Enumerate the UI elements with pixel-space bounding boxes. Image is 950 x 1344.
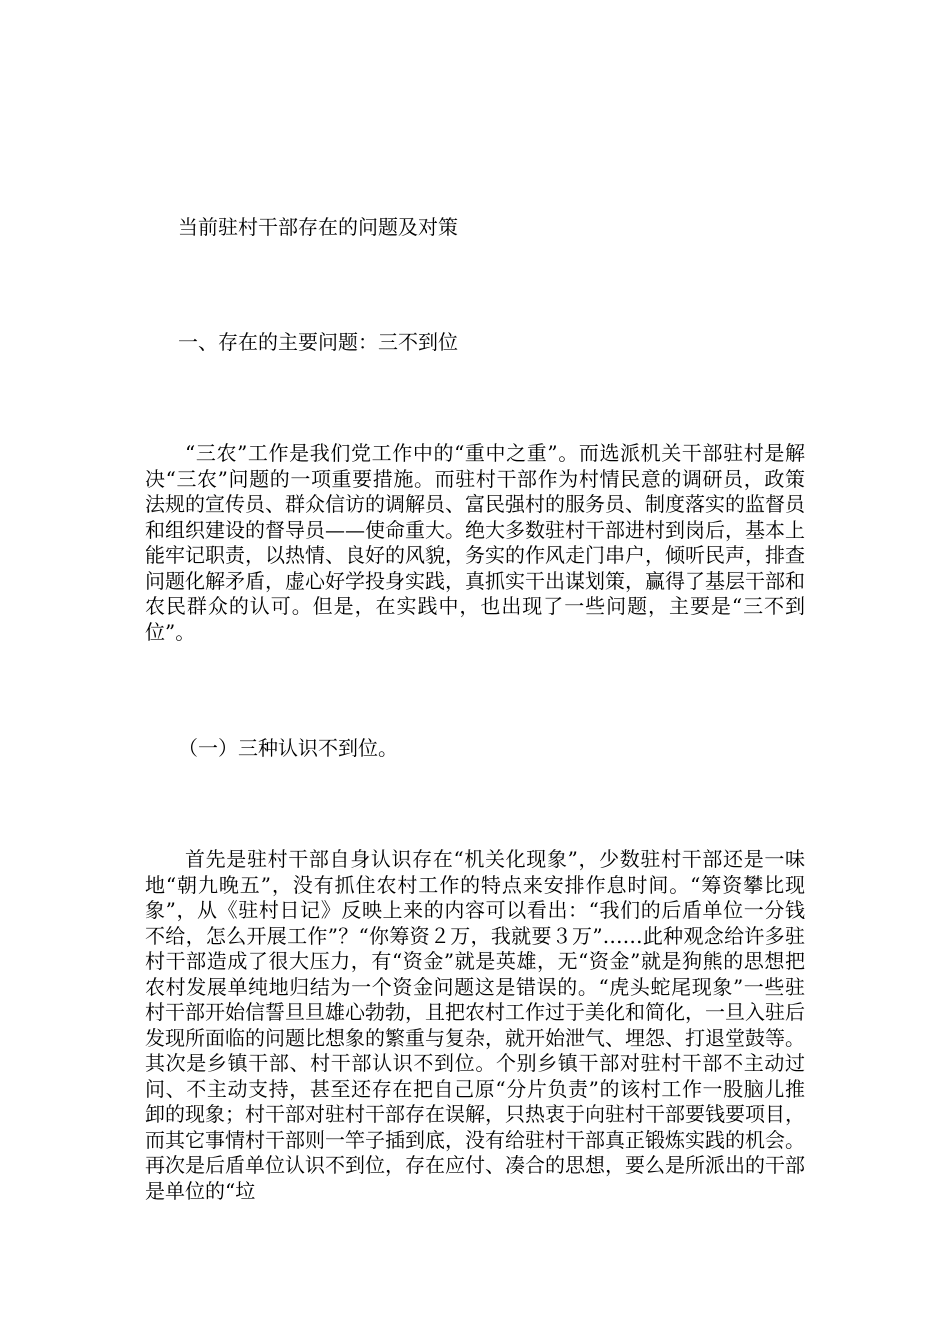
intro-paragraph: “三农”工作是我们党工作中的“重中之重”。而选派机关干部驻村是解决“三农”问题的一项重要措施。而驻村干部作为村情民意的调研员，政策法规的宣传员、群众信访的调解员、富民强村的服务员、制度落实的监督员和组织建设的督导员——使命重大。绝大多数驻村干部进村到岗后，基本上能牢记职责，以热情、良好的风貌，务实的作风走门串户，倾听民声，排查问题化解矛盾，虚心好学投身实践，真抓实干出谋划策，赢得了基层干部和农民群众的认可。但是，在实践中，也出现了一些问题，主要是“三不到位”。: [145, 441, 805, 644]
body-paragraph-awareness: 首先是驻村干部自身认识存在“机关化现象”，少数驻村干部还是一味地“朝九晚五”，没有抓住农村工作的特点来安排作息时间。“筹资攀比现象”，从《驻村日记》反映上来的内容可以看出：“我们的后盾单位一分钱不给，怎么开展工作”？“你筹资２万，我就要３万”……此种观念给许多驻村干部造成了很大压力，有“资金”就是英雄，无“资金”就是狗熊的思想把农村发展单纯地归结为一个资金问题这是错误的。“虎头蛇尾现象”一些驻村干部开始信誓旦旦雄心勃勃，且把农村工作过于美化和简化，一旦入驻后发现所面临的问题比想象的繁重与复杂，就开始泄气、埋怨、打退堂鼓等。其次是乡镇干部、村干部认识不到位。个别乡镇干部对驻村干部不主动过问、不主动支持，甚至还存在把自己原“分片负责”的该村工作一股脑儿推卸的现象；村干部对驻村干部存在误解，只热衷于向驻村干部要钱要项目，而其它事情村干部则一竿子插到底，没有给驻村干部真正锻炼实践的机会。再次是后盾单位认识不到位，存在应付、凑合的思想，要么是所派出的干部是单位的“垃: [145, 847, 805, 1203]
document-title: 当前驻村干部存在的问题及对策: [178, 215, 458, 239]
section-heading-main-problems: 一、存在的主要问题：三不到位: [178, 330, 458, 354]
subsection-heading-awareness: （一）三种认识不到位。: [178, 736, 398, 760]
